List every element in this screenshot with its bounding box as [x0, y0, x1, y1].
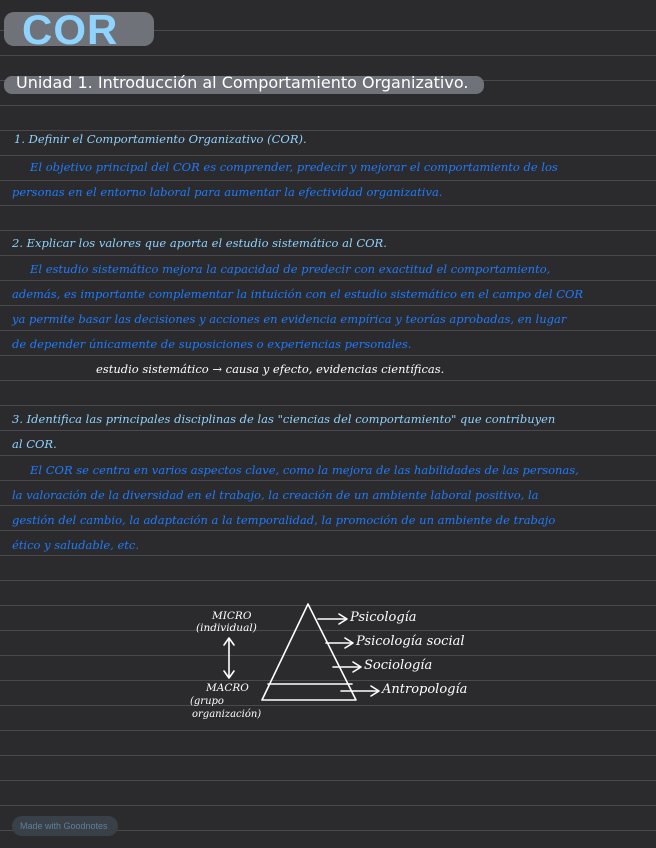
question-2: 2. Explicar los valores que aporta el estudio sistemático al COR.: [12, 236, 387, 250]
note-2: estudio sistemático → causa y efecto, evidencias científicas.: [96, 362, 445, 376]
question-1: 1. Definir el Comportamiento Organizativo (COR).: [14, 132, 307, 146]
answer-1-line-2: personas en el entorno laboral para aumentar la efectividad organizativa.: [12, 185, 443, 199]
question-3-line-2: al COR.: [12, 437, 57, 451]
answer-3-line-1: El COR se centra en varios aspectos clave, como la mejora de las habilidades de las personas,: [30, 463, 579, 477]
page-title: COR: [22, 6, 119, 53]
discipline-psicologia-social: Psicología social: [356, 634, 465, 649]
answer-3-line-4: ético y saludable, etc.: [12, 538, 140, 552]
micro-sublabel: (individual): [196, 622, 257, 634]
goodnotes-badge: Made with Goodnotes: [12, 816, 118, 836]
macro-sublabel-1: (grupo: [190, 696, 224, 707]
micro-label: MICRO: [212, 610, 252, 622]
answer-2-line-2: además, es importante complementar la intuición con el estudio sistemático en el campo del COR: [12, 287, 584, 301]
answer-3-line-3: gestión del cambio, la adaptación a la temporalidad, la promoción de un ambiente de trabajo: [12, 513, 556, 527]
answer-3-line-2: la valoración de la diversidad en el trabajo, la creación de un ambiente laboral positivo, la: [12, 488, 539, 502]
discipline-sociologia: Sociología: [364, 658, 433, 673]
answer-1-line-1: El objetivo principal del COR es comprender, predecir y mejorar el comportamiento de los: [30, 160, 558, 174]
answer-2-line-4: de depender únicamente de suposiciones o experiencias personales.: [12, 337, 412, 351]
question-3-line-1: 3. Identifica las principales disciplinas de las "ciencias del comportamiento" que contribuyen: [12, 412, 556, 426]
macro-sublabel-2: organización): [192, 709, 262, 720]
answer-2-line-3: ya permite basar las decisiones y acciones en evidencia empírica y teorías aprobadas, en lugar: [12, 312, 567, 326]
macro-label: MACRO: [206, 682, 249, 694]
discipline-antropologia: Antropología: [382, 682, 468, 697]
answer-2-line-1: El estudio sistemático mejora la capacidad de predecir con exactitud el comportamiento,: [30, 262, 551, 276]
discipline-psicologia: Psicología: [350, 610, 417, 625]
unit-heading: Unidad 1. Introducción al Comportamiento Organizativo.: [16, 73, 469, 92]
